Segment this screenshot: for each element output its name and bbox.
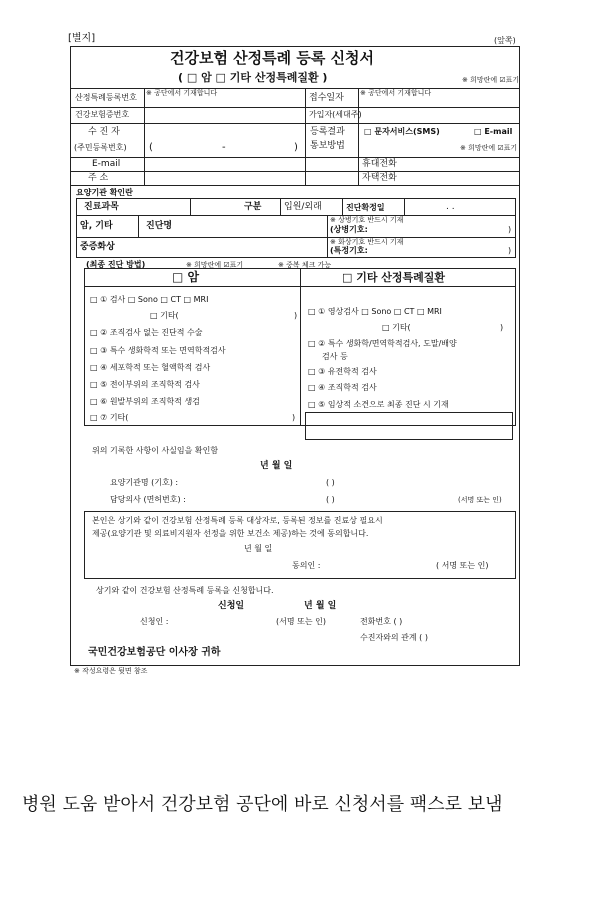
rare-header[interactable]: □ 기타 산정특례질환 xyxy=(342,271,446,284)
cert-doctor-sign: (서명 또는 인) xyxy=(458,496,502,504)
page-side-tag: (앞쪽) xyxy=(494,36,516,45)
cert-date: 년 월 일 xyxy=(260,461,293,471)
form-subtitle: ( □ 암 □ 기타 산정특례질환 ) xyxy=(178,71,328,84)
form-tag: [별지] xyxy=(68,33,96,44)
home-phone-label: 자택전화 xyxy=(362,173,397,183)
mobile-label: 휴대전화 xyxy=(362,159,397,169)
cancer-item-5[interactable]: □ ⑤ 전이부위의 조직학적 검사 xyxy=(90,380,200,389)
cert-inst-paren: ( ) xyxy=(326,478,335,487)
institution-section-label: 요양기관 확인란 xyxy=(76,188,133,197)
code-1: (상병기호: xyxy=(330,225,368,234)
reg-no-label: 산정특례등록번호 xyxy=(75,93,137,102)
cancer-item-2[interactable]: □ ② 조직검사 없는 진단적 수술 xyxy=(90,328,203,337)
cert-inst-name: 요양기관명 (기호) : xyxy=(110,478,179,487)
consent-date: 년 월 일 xyxy=(244,544,273,553)
cert-doctor: 담당의사 (면허번호) : xyxy=(110,495,186,504)
cancer-item-1-close: ) xyxy=(294,311,298,320)
subscriber-label: 가입자(세대주) xyxy=(309,110,362,119)
sms-option[interactable]: □ 문자서비스(SMS) xyxy=(364,127,440,136)
burn-label: 중증화상 xyxy=(80,242,115,252)
footnote: ※ 작성요령은 뒷면 참조 xyxy=(74,667,148,675)
code-1-close: ) xyxy=(508,225,512,234)
cert-doctor-paren: ( ) xyxy=(326,495,335,504)
rare-item-2b: 검사 등 xyxy=(322,352,348,361)
post-caption: 병원 도움 받아서 건강보험 공단에 바로 신청서를 팩스로 보냄 xyxy=(22,794,503,815)
form-title: 건강보험 산정특례 등록 신청서 xyxy=(170,49,375,67)
email-option[interactable]: □ E-mail xyxy=(474,127,513,136)
code-note-2: ※ 화상기호 반드시 기재 xyxy=(330,238,404,246)
type-label: 구분 xyxy=(244,202,262,212)
app-statement: 상기와 같이 건강보험 산정특례 등록을 신청합니다. xyxy=(96,586,274,595)
notify-legend: ※ 희망란에 ☑표기 xyxy=(460,144,518,152)
insurance-no-label: 건강보험증번호 xyxy=(75,110,130,119)
cert-statement: 위의 기록한 사항이 사실임을 확인함 xyxy=(92,446,219,455)
rrn-close: ) xyxy=(294,142,298,153)
cancer-item-1-other[interactable]: □ 기타( xyxy=(150,311,179,320)
app-relation: 수진자와의 관계 ( ) xyxy=(360,633,428,642)
cancer-item-6[interactable]: □ ⑥ 원발부위의 조직학적 생검 xyxy=(90,397,200,406)
legend-note: ※ 희망란에 ☑표기 xyxy=(462,76,520,84)
consent-sign: ( 서명 또는 인) xyxy=(436,561,489,570)
type-value: 입원/외래 xyxy=(284,202,322,212)
diag-name-label: 진단명 xyxy=(146,221,173,231)
cancer-header[interactable]: □ 암 xyxy=(172,270,200,284)
address-label: 주 소 xyxy=(88,173,109,183)
rrn-label: (주민등록번호) xyxy=(74,143,127,152)
cancer-item-3[interactable]: □ ③ 특수 생화학적 또는 면역학적검사 xyxy=(90,346,226,355)
code-note-1: ※ 상병기호 반드시 기재 xyxy=(330,216,404,224)
consent-agree: 동의인 : xyxy=(292,561,321,570)
cancer-item-4[interactable]: □ ④ 세포학적 또는 혈액학적 검사 xyxy=(90,363,211,372)
diag-date-dots: . . xyxy=(446,202,455,212)
app-date: 년 월 일 xyxy=(304,601,337,611)
dept-label: 진료과목 xyxy=(84,202,119,212)
consent-line-1: 본인은 상기와 같이 건강보험 산정특례 등록 대상자로, 등록된 정보를 진료상 필요시 xyxy=(92,516,383,525)
receipt-date-note: ※ 공단에서 기재합니다 xyxy=(360,89,432,97)
email-label: E-mail xyxy=(92,159,121,169)
code-2: (특정기호: xyxy=(330,246,368,255)
app-phone: 전화번호 ( ) xyxy=(360,617,403,626)
code-2-close: ) xyxy=(508,246,512,255)
rrn-dash: - xyxy=(222,142,226,153)
app-applicant: 신청인 : xyxy=(140,617,169,626)
rare-item-1[interactable]: □ ① 영상검사 □ Sono □ CT □ MRI xyxy=(308,307,442,316)
notify-label-1: 등록결과 xyxy=(310,127,345,137)
reg-no-note: ※ 공단에서 기재합니다 xyxy=(146,89,218,97)
diag-date-label: 진단확정일 xyxy=(346,203,385,212)
rare-item-3[interactable]: □ ③ 유전학적 검사 xyxy=(308,367,377,376)
notify-label-2: 통보방법 xyxy=(310,141,345,151)
method-legend-2: ※ 중복 체크 가능 xyxy=(278,261,332,269)
method-legend: ※ 희망란에 ☑표기 xyxy=(186,261,244,269)
receipt-date-label: 접수일자 xyxy=(309,93,344,103)
rare-item-1-other[interactable]: □ 기타( xyxy=(382,323,411,332)
cancer-other-label: 암, 기타 xyxy=(80,221,113,231)
consent-line-2: 제공(요양기관 및 의료비지원자 선정을 위한 보건소 제공)하는 것에 동의합니다. xyxy=(92,529,369,538)
cancer-item-7-close: ) xyxy=(292,413,296,422)
rare-item-5[interactable]: □ ⑤ 임상적 소견으로 최종 진단 시 기재 xyxy=(308,400,449,409)
app-recipient: 국민건강보험공단 이사장 귀하 xyxy=(88,647,221,658)
cancer-item-1[interactable]: □ ① 검사 □ Sono □ CT □ MRI xyxy=(90,295,209,304)
rrn-open: ( xyxy=(149,142,153,153)
rare-item-4[interactable]: □ ④ 조직학적 검사 xyxy=(308,383,377,392)
rare-item-2a[interactable]: □ ② 특수 생화학/면역학적검사, 도말/배양 xyxy=(308,339,457,348)
app-applicant-sign: (서명 또는 인) xyxy=(276,617,326,626)
rare-item-1-close: ) xyxy=(500,323,504,332)
cancer-item-7[interactable]: □ ⑦ 기타( xyxy=(90,413,129,422)
app-date-label: 신청일 xyxy=(218,601,245,611)
method-label: (최종 진단 방법) xyxy=(86,260,146,269)
patient-label: 수 진 자 xyxy=(88,127,120,137)
